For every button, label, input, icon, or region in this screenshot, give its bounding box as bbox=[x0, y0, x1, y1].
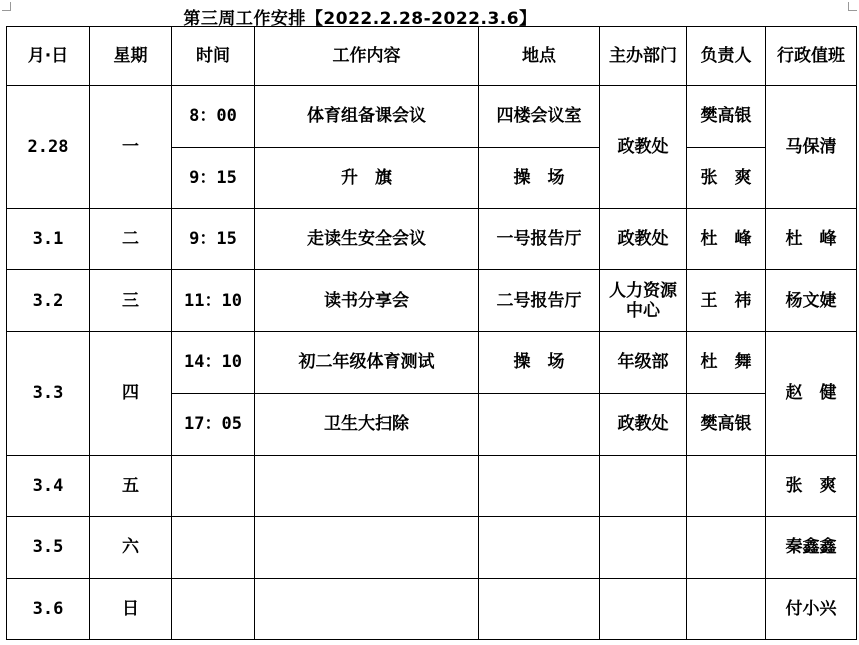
schedule-table bbox=[6, 26, 857, 640]
header-duty: 行政值班 bbox=[766, 27, 857, 86]
table-row bbox=[7, 516, 857, 578]
date-cell: 3.4 bbox=[7, 455, 90, 516]
date-cell: 3.1 bbox=[7, 209, 90, 270]
time-cell bbox=[172, 516, 255, 578]
time-cell: 11：10 bbox=[172, 270, 255, 332]
header-content: 工作内容 bbox=[255, 27, 479, 86]
weekday-cell: 三 bbox=[90, 270, 172, 332]
date-cell: 3.6 bbox=[7, 578, 90, 639]
date-cell: 2.28 bbox=[7, 86, 90, 209]
page-corner-mark-right bbox=[848, 2, 857, 11]
table-row bbox=[7, 578, 857, 639]
content-cell bbox=[255, 578, 479, 639]
table-row bbox=[7, 86, 857, 148]
dept-cell bbox=[600, 455, 687, 516]
content-cell: 走读生安全会议 bbox=[255, 209, 479, 270]
duty-cell: 杨文婕 bbox=[766, 270, 857, 332]
place-cell bbox=[479, 516, 600, 578]
date-cell: 3.5 bbox=[7, 516, 90, 578]
table-row bbox=[7, 455, 857, 516]
content-cell: 体育组备课会议 bbox=[255, 86, 479, 148]
date-cell: 3.3 bbox=[7, 332, 90, 455]
time-cell: 9：15 bbox=[172, 148, 255, 209]
owner-cell bbox=[687, 516, 766, 578]
content-cell bbox=[255, 455, 479, 516]
place-cell: 二号报告厅 bbox=[479, 270, 600, 332]
dept-cell: 政教处 bbox=[600, 209, 687, 270]
place-cell bbox=[479, 393, 600, 455]
weekday-cell: 四 bbox=[90, 332, 172, 455]
place-cell: 一号报告厅 bbox=[479, 209, 600, 270]
content-cell: 读书分享会 bbox=[255, 270, 479, 332]
dept-cell: 政教处 bbox=[600, 86, 687, 209]
place-cell bbox=[479, 578, 600, 639]
table-row bbox=[7, 332, 857, 393]
time-cell bbox=[172, 578, 255, 639]
weekday-cell: 二 bbox=[90, 209, 172, 270]
duty-cell: 秦鑫鑫 bbox=[766, 516, 857, 578]
duty-cell: 马保清 bbox=[766, 86, 857, 209]
duty-cell: 付小兴 bbox=[766, 578, 857, 639]
weekday-cell: 一 bbox=[90, 86, 172, 209]
owner-cell bbox=[687, 455, 766, 516]
header-time: 时间 bbox=[172, 27, 255, 86]
date-cell: 3.2 bbox=[7, 270, 90, 332]
dept-cell bbox=[600, 578, 687, 639]
time-cell: 14：10 bbox=[172, 332, 255, 393]
header-place: 地点 bbox=[479, 27, 600, 86]
owner-cell: 樊高银 bbox=[687, 393, 766, 455]
document-title: 第三周工作安排【2022.2.28-2022.3.6】 bbox=[183, 9, 537, 29]
duty-cell: 赵 健 bbox=[766, 332, 857, 455]
weekday-cell: 六 bbox=[90, 516, 172, 578]
place-cell bbox=[479, 455, 600, 516]
header-owner: 负责人 bbox=[687, 27, 766, 86]
content-cell: 升 旗 bbox=[255, 148, 479, 209]
weekday-cell: 五 bbox=[90, 455, 172, 516]
header-weekday: 星期 bbox=[90, 27, 172, 86]
owner-cell: 樊高银 bbox=[687, 86, 766, 148]
owner-cell bbox=[687, 578, 766, 639]
header-dept: 主办部门 bbox=[600, 27, 687, 86]
dept-cell: 政教处 bbox=[600, 393, 687, 455]
place-cell: 操 场 bbox=[479, 332, 600, 393]
owner-cell: 杜 舞 bbox=[687, 332, 766, 393]
place-cell: 操 场 bbox=[479, 148, 600, 209]
duty-cell: 杜 峰 bbox=[766, 209, 857, 270]
header-row bbox=[7, 27, 857, 86]
owner-cell: 王 祎 bbox=[687, 270, 766, 332]
table-row bbox=[7, 270, 857, 332]
owner-cell: 杜 峰 bbox=[687, 209, 766, 270]
time-cell: 9：15 bbox=[172, 209, 255, 270]
time-cell: 17：05 bbox=[172, 393, 255, 455]
content-cell bbox=[255, 516, 479, 578]
weekday-cell: 日 bbox=[90, 578, 172, 639]
time-cell bbox=[172, 455, 255, 516]
dept-cell bbox=[600, 516, 687, 578]
place-cell: 四楼会议室 bbox=[479, 86, 600, 148]
time-cell: 8：00 bbox=[172, 86, 255, 148]
dept-cell: 人力资源中心 bbox=[600, 270, 687, 332]
table-row bbox=[7, 209, 857, 270]
duty-cell: 张 爽 bbox=[766, 455, 857, 516]
content-cell: 卫生大扫除 bbox=[255, 393, 479, 455]
dept-cell: 年级部 bbox=[600, 332, 687, 393]
owner-cell: 张 爽 bbox=[687, 148, 766, 209]
content-cell: 初二年级体育测试 bbox=[255, 332, 479, 393]
header-date: 月·日 bbox=[7, 27, 90, 86]
